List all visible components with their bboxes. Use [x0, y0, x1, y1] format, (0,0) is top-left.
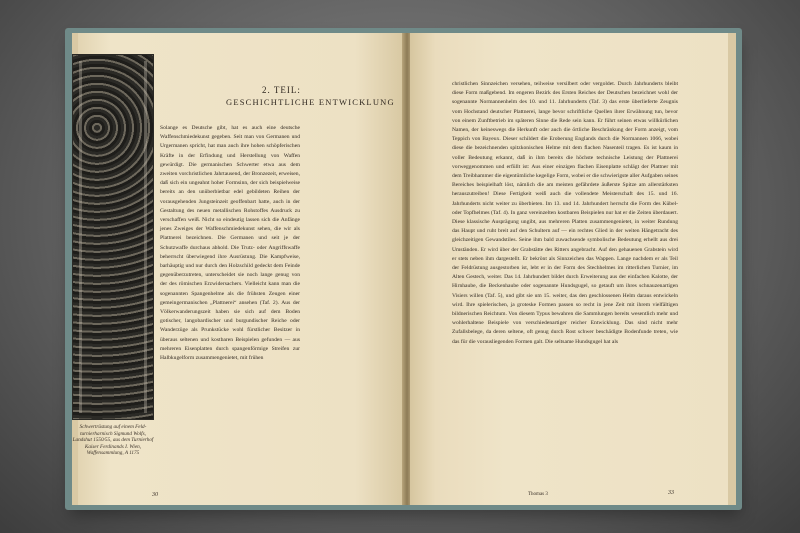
left-paragraph: Solange es Deutsche gibt, hat es auch eine deutsche Waffenschmiedekunst gegeben. Seit man von Germanen und Urgermanen spricht, hat man auch ihre hohen schöpferischen Kräfte in der Erfindung und Herstellung von Waffen gewürdigt. Die germanischen Schwerter etwa aus dem zweiten vorchristlichen Jahrtausend, der Bronzezeit, erweisen, daß sich ein ungeahnt hoher Formsinn, der sich beispielweise bereits an den unüberbietbar edel gebildeten Reihen der vorausgehenden Jungsteinzeit geoffenbart hatte, auch in der Gestaltung des neuen metallischen Rohstoffes Ausdruck zu verschaffen weiß. Nicht so eindeutig lassen sich die Anfänge jenes Zweiges der Waffenschmiedekunst sehen, die wir als Plattnerei bezeichnen. Die Germanen und seit je der Schutzwaffe durchaus abhold. Die Trutz- oder Angriffswaffe beherrscht überwiegend ihre Ausrüstung. Die Kampfweise, barhäuptig und nur durch den Holzschild gedeckt dem Feinde gegenüberzutreten, unterscheidet sie noch lange genug von der des römischen Erzwidersachers. Vielleicht kann man die sogenannten Spangenhelme als die frühsten Zeugen einer gemeingermanischen „Plattnerei“ ansehen (Taf. 2). Aus der Völkerwanderungszeit haben sie sich auf dem Boden gotischer, langobardischer und burgundischer Reiche oder Wanderzüge als Prunkstücke wohl fürstlicher Besitzer in überaus seltenen und kostbaren Beispielen gefunden — aus mehreren Eisenplatten durch spangenförmige Streifen zur Halbkugelform zusammengenietet, mit frühen [160, 125, 300, 362]
left-page-number: 30 [152, 492, 158, 498]
right-body-text [452, 80, 678, 347]
chapter-title: GESCHICHTLICHE ENTWICKLUNG [226, 97, 395, 107]
part-heading: 2. TEIL: [262, 85, 301, 95]
printer-signature: Thomas 3 [528, 492, 548, 497]
ornament-plate-image [72, 54, 154, 420]
right-paragraph: christlichen Sinnzeichen versehen, teilweise versilbert oder vergoldet. Durch Jahrhunderts bleibt diese Form maßgebend. Im engeren Bezirk des Ersten Reiches der Deutschen bezeichnet wohl der sogenannte Normannenhelm des 10. und 11. Jahrhunderts (Taf. 3) das erste überlieferte Zeugnis vom Hochstand deutscher Plattnerei, lange bevor schriftliche Quellen ihrer Erwähnung tun, bevor von einem Zunftbetrieb im späteren Sinne die Rede sein kann. Er führt seinen etwas willkürlichen Namen, der keineswegs die Herkunft oder auch die örtliche Beschränkung der Form anzeigt, vom Teppich von Bayeux. Dieser schildert die Eroberung Englands durch die Normannen 1066, wobei diese die bezeichnenden spitzkonischen Helme mit dem flachen Nasenteil tragen. Es ist kaum in voller Bedeutung erkannt, daß in ihm bereits die höchste technische Leistung der Plattnerei vorweggenommen und erfüllt ist: Aus einer einzigen flachen Eisenplatte schlägt der Plattner mit dem Treibhammer die eigentümliche kegelige Form, wobei er die schwierigste aller Aufgaben seines Bereiches beispielhaft löst, nämlich die am meisten gefährdete äußerste Spitze am allerstärksten herauszutreiben! Diese Fertigkeit weiß auch die vollendete Meisterschaft des 15. und 16. Jahrhunderts nicht weiter zu überbieten. Im 13. und 14. Jahrhundert herrscht die Form des Kübel- oder Topfhelmes (Taf. 4). In ganz vereinzelten kostbaren Beispielen nur hat er die Zeiten überdauert. Diese klassische Ausprägung ungibt, aus mehreren Platten zusammengenietet, in weiter Rundung das Haupt und ruht breit auf den Schultern auf — ein rechtes Glied in der weiten Hängetracht des gleichzeitigen Gewandstiles. Seine ihm bald zuwachsende symbolische Bedeutung erhellt aus drei Umständen. Er wird über der Grabstätte des Ritters angebracht. Auf den gehauenen Grabstein wird er stets neben ihm dargestellt. Er bekrönt als Sinnzeichen das Wappen. Lange nachdem er als Teil der Feldrüstung ausgestorben ist, lebt er in der Form des Stechhelmes im ritterlichen Turnier, im Alten Gestech, weiter. Das 14. Jahrhundert bildet durch Erweiterung aus der einfachen Kalotte, der Hirnhaube, die Beckenhaube oder sogenannte Hundsgugel, so getauft um ihres schnauzenartigen Visiers willen (Taf. 5), und gibt sie um 15. weiter, das den geschlossenen Helm daraus entwickeln wird. Ihre spielerischen, ja groteske Formen passen so recht in jene Zeit mit ihrem vielfältigen bildnerischen Reichtum. Von diesem Typus bewahren die Sammlungen bereits wesentlich mehr und wohlerhaltene Beispiele von verschiedenartiger reicher Entwicklung. Das sind nicht mehr Zufallsbelege, da deren seltene, oft genug durch Rost schwer beschädigte Bodenfunde treten, wie das für die vorausliegenden Formen galt. Die seltsame Hundsgugel hat als [452, 81, 678, 345]
right-page-number: 33 [668, 490, 674, 496]
image-caption: Schwertrüstung auf einem Feld-turnierharnisch Sigmund Wolfs, Landshut 1550/55, aus dem Turnierhof Kaiser Ferdinands I. Wien, Waffensammlung, A 1175 [72, 424, 154, 457]
left-body-text [160, 124, 300, 363]
